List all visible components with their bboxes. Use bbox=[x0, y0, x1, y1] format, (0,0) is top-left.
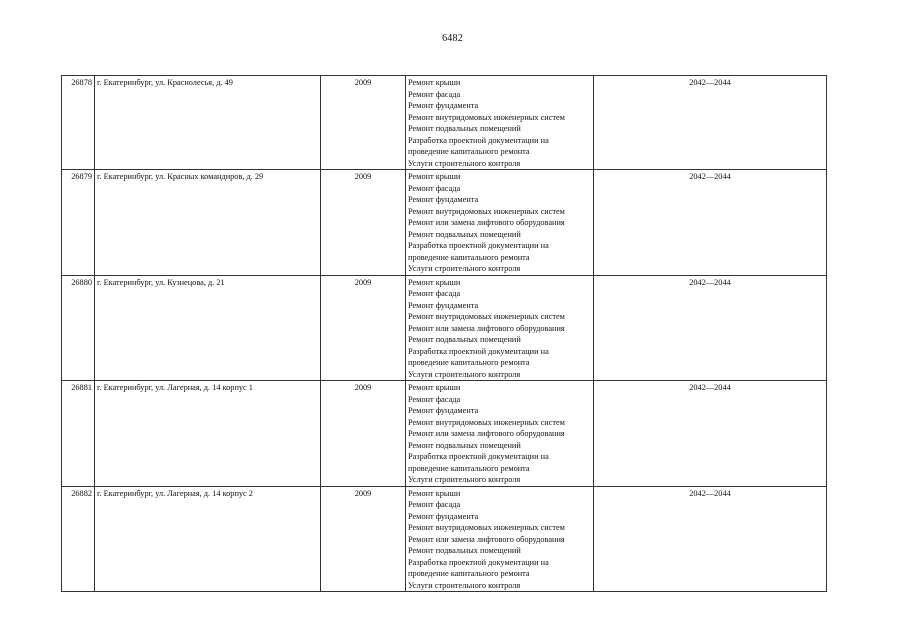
table-row bbox=[62, 275, 827, 381]
work-item: Ремонт или замена лифтового оборудования bbox=[408, 323, 565, 333]
page-number: 6482 bbox=[442, 33, 463, 44]
work-item: Услуги строительного контроля bbox=[408, 369, 521, 379]
table-body bbox=[62, 76, 827, 592]
work-item: проведение капитального ремонта bbox=[408, 463, 530, 473]
repair-schedule-table bbox=[61, 75, 827, 592]
work-item: Ремонт фасада bbox=[408, 183, 461, 193]
work-item: Разработка проектной документации на bbox=[408, 452, 549, 461]
work-item: Ремонт крыши bbox=[408, 383, 461, 392]
works-cell bbox=[406, 170, 594, 276]
work-item: Ремонт или замена лифтового оборудования bbox=[408, 429, 565, 438]
period-cell: 2042—2044 bbox=[594, 486, 827, 592]
works-cell bbox=[406, 381, 594, 487]
work-item: Ремонт внутридомовых инженерных систем bbox=[408, 206, 565, 216]
work-item: Ремонт крыши bbox=[408, 172, 461, 181]
work-item: Ремонт внутридомовых инженерных систем bbox=[408, 417, 565, 427]
work-item: Ремонт или замена лифтового оборудования bbox=[408, 218, 565, 227]
address-cell: г. Екатеринбург, ул. Лагерная, д. 14 корпус 2 bbox=[95, 486, 321, 592]
work-item: Ремонт внутридомовых инженерных систем bbox=[408, 523, 565, 532]
address-cell: г. Екатеринбург, ул. Лагерная, д. 14 корпус 1 bbox=[95, 381, 321, 487]
work-item: Ремонт фундамента bbox=[408, 101, 479, 110]
work-item: Разработка проектной документации на bbox=[408, 557, 549, 567]
work-item: Ремонт фундамента bbox=[408, 511, 479, 521]
work-item: Услуги строительного контроля bbox=[408, 158, 521, 168]
house-id-cell: 26880 bbox=[62, 275, 95, 381]
year-cell: 2009 bbox=[321, 275, 406, 381]
work-item: Ремонт подвальных помещений bbox=[408, 335, 521, 344]
year-cell: 2009 bbox=[321, 486, 406, 592]
work-item: Ремонт фундамента bbox=[408, 300, 479, 310]
work-item: Ремонт подвальных помещений bbox=[408, 440, 521, 450]
work-item: Ремонт крыши bbox=[408, 78, 461, 87]
work-item: проведение капитального ремонта bbox=[408, 569, 530, 578]
work-item: Ремонт фасада bbox=[408, 500, 461, 509]
work-item: Ремонт фасада bbox=[408, 289, 461, 298]
work-item: Ремонт подвальных помещений bbox=[408, 124, 521, 133]
work-item: Услуги строительного контроля bbox=[408, 475, 521, 484]
works-cell bbox=[406, 76, 594, 170]
work-item: Ремонт внутридомовых инженерных систем bbox=[408, 112, 565, 122]
work-item: Ремонт подвальных помещений bbox=[408, 546, 521, 555]
period-cell: 2042—2044 bbox=[594, 76, 827, 170]
period-cell: 2042—2044 bbox=[594, 275, 827, 381]
work-item: Разработка проектной документации на bbox=[408, 135, 549, 145]
table-row bbox=[62, 170, 827, 276]
work-item: Ремонт или замена лифтового оборудования bbox=[408, 534, 565, 544]
work-item: Ремонт фундамента bbox=[408, 195, 479, 204]
work-item: Разработка проектной документации на bbox=[408, 346, 549, 356]
work-item: Ремонт крыши bbox=[408, 277, 461, 287]
year-cell: 2009 bbox=[321, 381, 406, 487]
work-item: проведение капитального ремонта bbox=[408, 147, 530, 156]
house-id-cell: 26881 bbox=[62, 381, 95, 487]
table-row bbox=[62, 381, 827, 487]
house-id-cell: 26882 bbox=[62, 486, 95, 592]
work-item: Ремонт фасада bbox=[408, 89, 461, 99]
work-item: Разработка проектной документации на bbox=[408, 241, 549, 250]
work-item: проведение капитального ремонта bbox=[408, 358, 530, 367]
period-cell: 2042—2044 bbox=[594, 170, 827, 276]
year-cell: 2009 bbox=[321, 76, 406, 170]
table-row bbox=[62, 76, 827, 170]
year-cell: 2009 bbox=[321, 170, 406, 276]
work-item: Ремонт фундамента bbox=[408, 406, 479, 415]
work-item: Ремонт внутридомовых инженерных систем bbox=[408, 312, 565, 321]
work-item: Ремонт крыши bbox=[408, 488, 461, 498]
work-item: Услуги строительного контроля bbox=[408, 580, 521, 590]
house-id-cell: 26879 bbox=[62, 170, 95, 276]
work-item: проведение капитального ремонта bbox=[408, 252, 530, 262]
address-cell: г. Екатеринбург, ул. Кузнецова, д. 21 bbox=[95, 275, 321, 381]
works-cell bbox=[406, 486, 594, 592]
work-item: Ремонт фасада bbox=[408, 394, 461, 404]
works-cell bbox=[406, 275, 594, 381]
table-row bbox=[62, 486, 827, 592]
house-id-cell: 26878 bbox=[62, 76, 95, 170]
address-cell: г. Екатеринбург, ул. Красных командиров, д. 29 bbox=[95, 170, 321, 276]
period-cell: 2042—2044 bbox=[594, 381, 827, 487]
address-cell: г. Екатеринбург, ул. Краснолесья, д. 49 bbox=[95, 76, 321, 170]
work-item: Ремонт подвальных помещений bbox=[408, 229, 521, 239]
work-item: Услуги строительного контроля bbox=[408, 264, 521, 273]
